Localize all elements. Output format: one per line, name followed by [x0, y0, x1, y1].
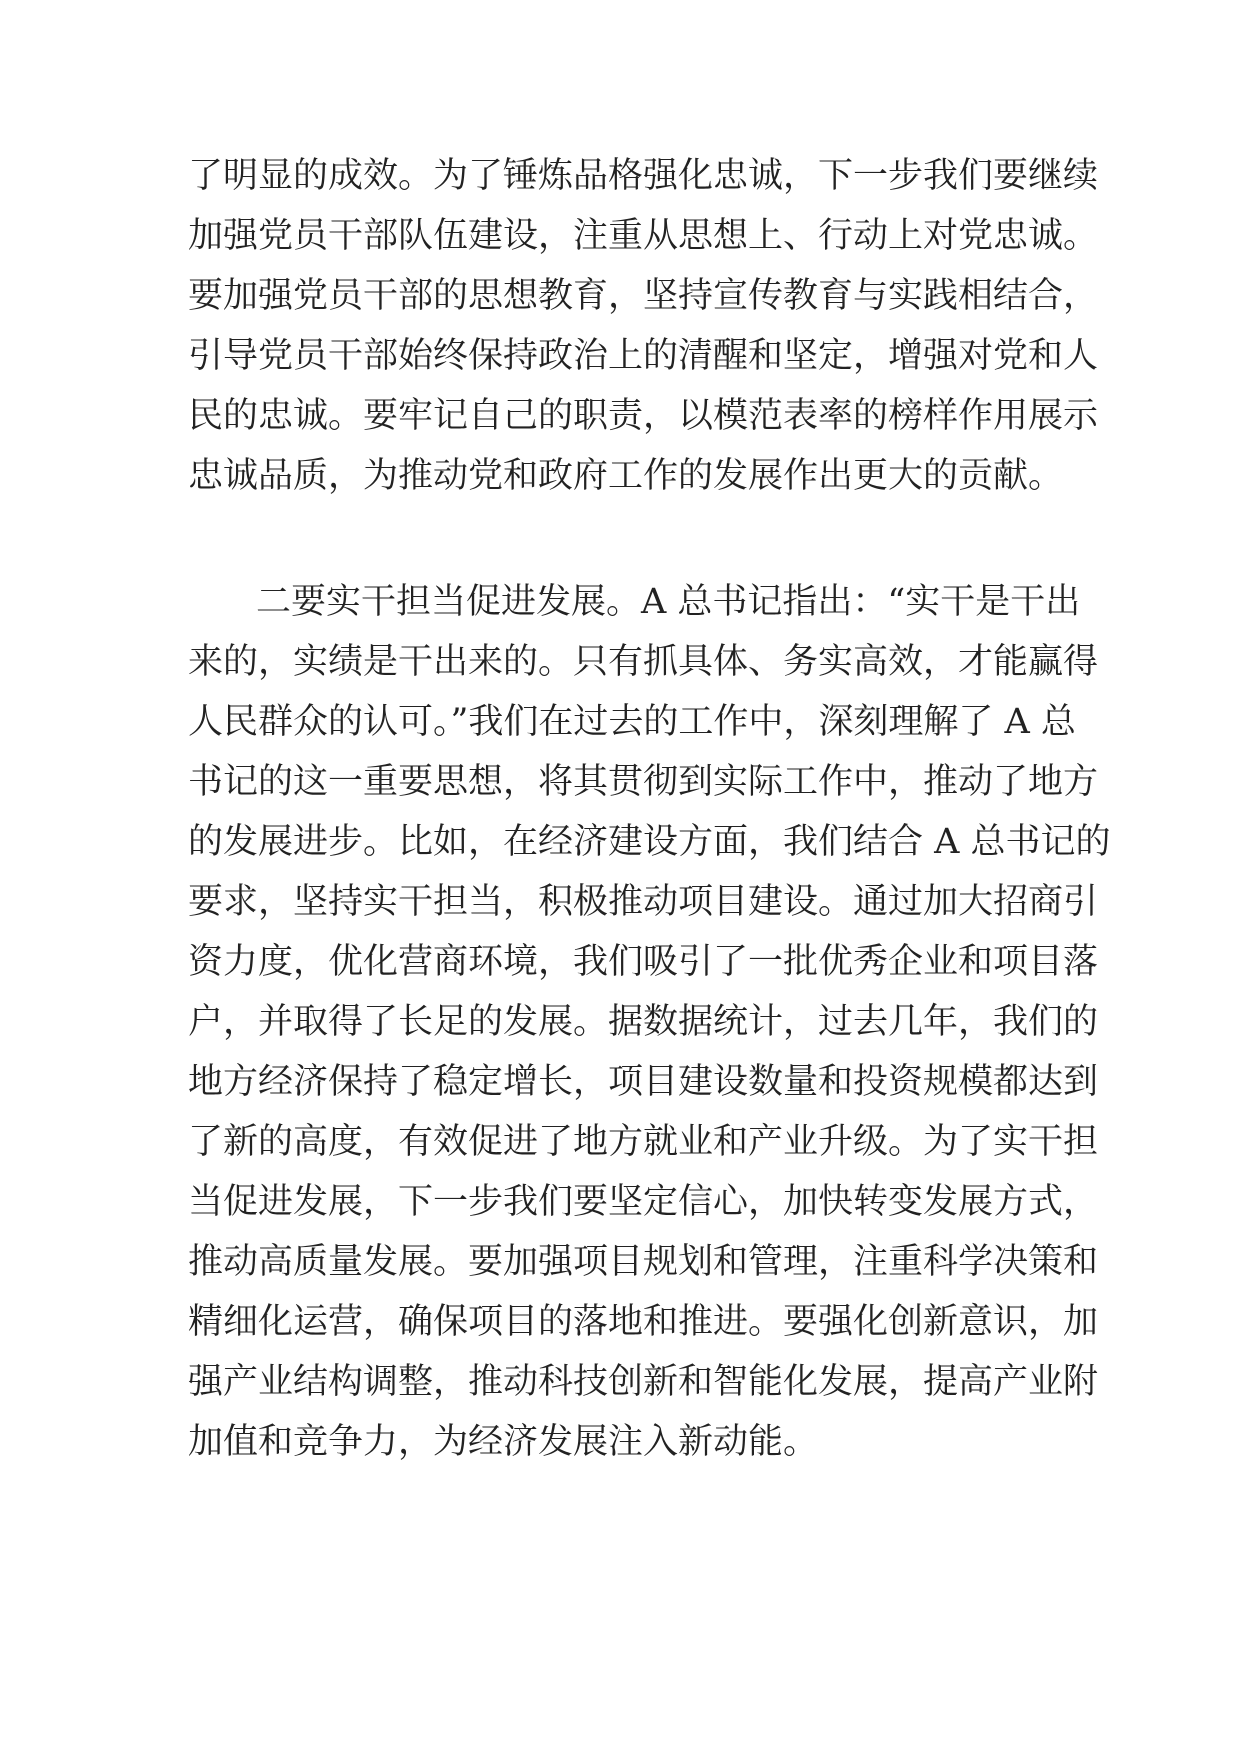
paragraph-line: 人民群众的认可。”我们在过去的工作中，深刻理解了 A 总	[188, 702, 1076, 742]
paragraph-line: 精细化运营，确保项目的落地和推进。要强化创新意识，加	[188, 1302, 1099, 1342]
paragraph-line: 民的忠诚。要牢记自己的职责，以模范表率的榜样作用展示	[188, 396, 1099, 436]
paragraph-line: 户，并取得了长足的发展。据数据统计，过去几年，我们的	[188, 1002, 1099, 1042]
paragraph-line: 强产业结构调整，推动科技创新和智能化发展，提高产业附	[188, 1362, 1099, 1402]
paragraph-line: 的发展进步。比如，在经济建设方面，我们结合 A 总书记的	[188, 822, 1111, 862]
paragraph-line: 加强党员干部队伍建设，注重从思想上、行动上对党忠诚。	[188, 216, 1099, 256]
paragraph-line: 要求，坚持实干担当，积极推动项目建设。通过加大招商引	[188, 882, 1099, 922]
paragraph-line: 书记的这一重要思想，将其贯彻到实际工作中，推动了地方	[188, 762, 1099, 802]
paragraph-line: 了明显的成效。为了锤炼品格强化忠诚，下一步我们要继续	[188, 156, 1099, 196]
paragraph-line: 要加强党员干部的思想教育，坚持宣传教育与实践相结合，	[188, 276, 1099, 316]
paragraph-line: 推动高质量发展。要加强项目规划和管理，注重科学决策和	[188, 1242, 1099, 1282]
paragraph-line: 忠诚品质，为推动党和政府工作的发展作出更大的贡献。	[188, 456, 1064, 496]
paragraph-line: 当促进发展，下一步我们要坚定信心，加快转变发展方式，	[188, 1182, 1099, 1222]
paragraph-line: 加值和竞争力，为经济发展注入新动能。	[188, 1422, 819, 1462]
paragraph-line: 引导党员干部始终保持政治上的清醒和坚定，增强对党和人	[188, 336, 1099, 376]
paragraph-line: 来的，实绩是干出来的。只有抓具体、务实高效，才能赢得	[188, 642, 1099, 682]
paragraph-line: 二要实干担当促进发展。A 总书记指出：“实干是干出	[256, 582, 1081, 622]
paragraph-line: 地方经济保持了稳定增长，项目建设数量和投资规模都达到	[188, 1062, 1099, 1102]
paragraph-line: 了新的高度，有效促进了地方就业和产业升级。为了实干担	[188, 1122, 1099, 1162]
paragraph-line: 资力度，优化营商环境，我们吸引了一批优秀企业和项目落	[188, 942, 1099, 982]
